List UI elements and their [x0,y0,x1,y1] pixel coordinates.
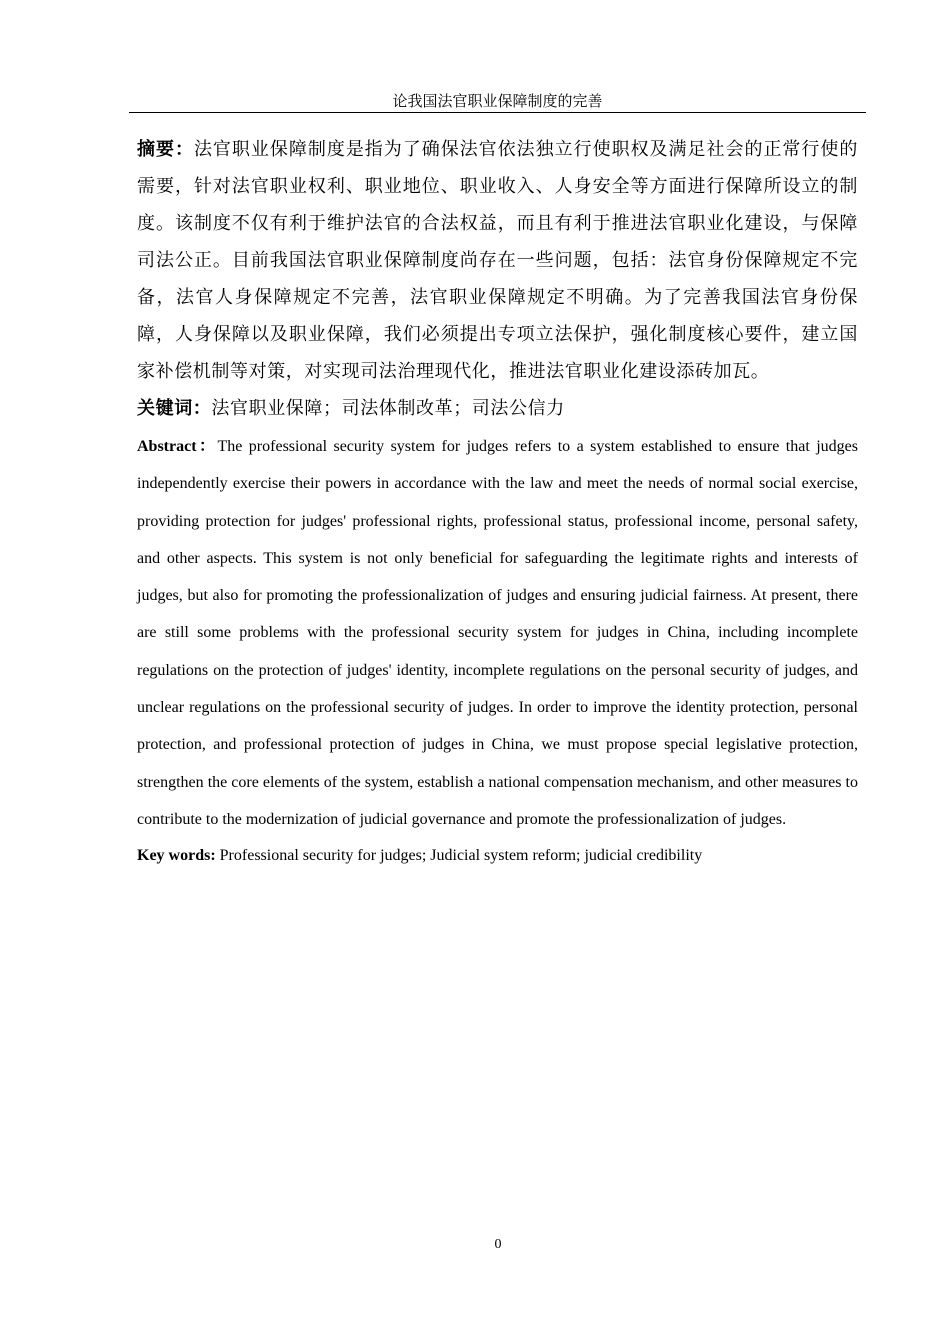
page-number: 0 [494,1237,502,1252]
chinese-keywords-text: 法官职业保障；司法体制改革；司法公信力 [211,398,565,419]
chinese-keywords-label: 关键词： [137,398,212,419]
english-abstract-text: The professional security system for judges refers to a system established to ensure that judges independently exercise their powers in accordance with the law and meet the needs of normal social exercise, providing protection for judges' professional rights, professional status, professional income, personal safety, and other aspects. This system is not only beneficial for safeguarding the legitimate rights and interests of judges, but also for promoting the professionalization of judges and ensuring judicial fairness. At present, there are still some problems with the professional security system for judges in China, including incomplete regulations on the protection of judges' identity, incomplete regulations on the personal security of judges, and unclear regulations on the professional security of judges. In order to improve the identity protection, personal protection, and professional protection of judges in China, we must propose special legislative protection, strengthen the core elements of the system, establish a national compensation mechanism, and other measures to contribute to the modernization of judicial governance and promote the professionalization of judges. [137,438,858,828]
chinese-abstract-label: 摘要： [137,139,194,160]
english-abstract-label: Abstract： [137,438,218,455]
english-keywords-text: Professional security for judges; Judicial system reform; judicial credibility [215,847,703,865]
english-keywords [137,838,858,873]
english-abstract [137,428,858,838]
english-keywords-label: Key words: [137,847,216,865]
chinese-abstract-text: 法官职业保障制度是指为了确保法官依法独立行使职权及满足社会的正常行使的需要，针对法官职业权利、职业地位、职业收入、人身安全等方面进行保障所设立的制度。该制度不仅有利于维护法官的合法权益，而且有利于推进法官职业化建设，与保障司法公正。目前我国法官职业保障制度尚存在一些问题，包括：法官身份保障规定不完备，法官人身保障规定不完善，法官职业保障规定不明确。为了完善我国法官身份保障，人身保障以及职业保障，我们必须提出专项立法保护，强化制度核心要件，建立国家补偿机制等对策，对实现司法治理现代化，推进法官职业化建设添砖加瓦。 [137,139,858,382]
running-header-title: 论我国法官职业保障制度的完善 [392,92,603,110]
chinese-abstract [137,131,858,390]
abstract-section [137,131,858,873]
chinese-keywords [137,390,858,427]
header-divider [129,112,866,113]
